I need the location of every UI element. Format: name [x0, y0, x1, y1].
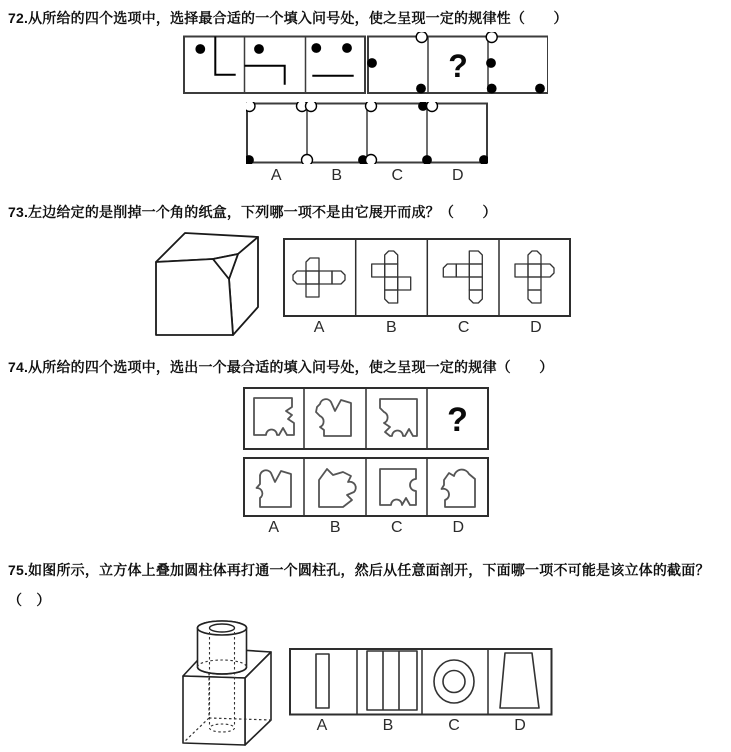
option-letter-d: D	[451, 167, 464, 184]
q73-options-figure	[283, 238, 572, 318]
option-letter-c: C	[391, 167, 404, 184]
net-square-face	[319, 271, 332, 284]
net-square-face	[469, 290, 482, 303]
black-dot	[535, 84, 545, 94]
cross-section-trapezoid	[500, 653, 539, 708]
question-75-text: 75.如图所示，立方体上叠加圆柱体再打通一个圆柱孔，然后从任意面剖开，下面哪一项不可能是该立体的截面？	[8, 562, 710, 578]
net-square-face	[385, 251, 398, 264]
option-letter-d: D	[530, 319, 542, 336]
q72-sequence-figure	[183, 32, 548, 96]
white-circle	[427, 102, 438, 112]
net-square-face	[469, 251, 482, 264]
cube-front-face	[183, 676, 245, 745]
question-74-text: 74.从所给的四个选项中，选出一个最合适的填入问号处，使之呈现一定的规律（ ）	[8, 359, 554, 375]
option-letter-c: C	[457, 319, 470, 336]
white-circle	[486, 32, 497, 43]
question-75-parens: （ ）	[8, 592, 51, 608]
option-letter-d: D	[514, 717, 526, 734]
black-dot	[311, 43, 321, 53]
q75-cube-cylinder-solid	[180, 612, 280, 748]
option-letter-b: B	[386, 319, 397, 336]
q73-net-option-b	[372, 251, 411, 303]
net-square-face	[528, 264, 541, 277]
question-73-text: 73.左边给定的是削掉一个角的纸盒，下列哪一项不是由它展开而成？（ ）	[8, 204, 497, 220]
white-circle	[366, 155, 377, 165]
question-mark-cell: ?	[448, 48, 468, 84]
net-square-face	[306, 258, 319, 271]
q72-sequence-dots	[195, 32, 545, 93]
puzzle-piece-option-a	[257, 470, 292, 507]
black-dot	[487, 84, 497, 94]
net-square-face	[469, 264, 482, 277]
option-letter-c: C	[390, 519, 403, 536]
cylinder-top-rim	[198, 621, 247, 635]
annulus-inner-circle	[443, 671, 465, 693]
q74-option-letters	[243, 518, 489, 538]
white-circle	[306, 102, 317, 112]
question-72-text: 72.从所给的四个选项中，选择最合适的一个填入问号处，使之呈现一定的规律性（ ）	[8, 10, 568, 26]
q73-net-option-a	[293, 258, 345, 297]
net-square-face	[385, 290, 398, 303]
question-mark-cell: ?	[447, 401, 468, 439]
puzzle-piece-2	[316, 399, 351, 436]
puzzle-piece-option-c	[380, 469, 416, 505]
net-square-face	[372, 264, 385, 277]
q73-cube-with-cut-corner	[150, 228, 265, 343]
striped-square-outline	[367, 651, 417, 710]
net-square-face	[293, 271, 306, 284]
q74-options-figure	[243, 457, 489, 518]
black-dot	[479, 155, 488, 164]
puzzle-piece-1	[254, 398, 294, 435]
net-square-face	[306, 284, 319, 297]
black-dot	[254, 44, 264, 54]
option-letter-c: C	[448, 717, 460, 734]
net-square-face	[306, 271, 319, 284]
net-square-face	[541, 264, 554, 277]
cross-section-thin-rectangle	[316, 654, 329, 708]
line-segment	[245, 66, 285, 85]
line-segment	[215, 37, 235, 75]
white-circle	[366, 102, 377, 112]
net-square-face	[332, 271, 345, 284]
q73-net-option-d	[515, 251, 554, 303]
black-dot	[367, 58, 377, 68]
puzzle-piece-option-b	[319, 469, 356, 507]
cross-section-striped-square	[367, 651, 417, 710]
net-square-face	[398, 277, 411, 290]
option-letter-a: A	[268, 519, 280, 536]
black-dot	[246, 155, 254, 164]
cross-section-annulus	[434, 660, 474, 703]
white-circle	[416, 32, 427, 43]
black-dot	[195, 44, 205, 54]
option-letter-a: A	[270, 167, 282, 184]
black-dot	[342, 43, 352, 53]
q73-net-option-c	[443, 251, 482, 303]
white-circle	[246, 102, 255, 112]
black-dot	[416, 84, 426, 94]
option-letter-b: B	[331, 167, 343, 184]
net-square-face	[528, 290, 541, 303]
black-dot	[486, 58, 496, 68]
net-square-face	[385, 264, 398, 277]
white-circle	[302, 155, 313, 165]
net-square-face	[469, 277, 482, 290]
net-square-face	[515, 264, 528, 277]
puzzle-piece-3	[380, 399, 417, 436]
puzzle-piece-option-d	[442, 470, 476, 507]
option-letter-a: A	[316, 717, 328, 734]
net-square-face	[456, 264, 469, 277]
net-square-face	[528, 251, 541, 264]
q72-option-letters	[246, 166, 488, 186]
option-letter-a: A	[313, 319, 325, 336]
q74-sequence-figure	[243, 387, 489, 451]
q75-options-figure	[289, 648, 553, 716]
net-square-face	[443, 264, 456, 277]
black-dot	[422, 155, 432, 164]
q75-option-letters	[289, 716, 553, 736]
net-square-face	[528, 277, 541, 290]
option-letter-b: B	[382, 717, 394, 734]
annulus-outer-circle	[434, 660, 474, 703]
q73-option-letters	[283, 318, 572, 338]
q72-options-figure	[246, 102, 488, 164]
option-letter-b: B	[329, 519, 341, 536]
net-square-face	[385, 277, 398, 290]
option-letter-d: D	[452, 519, 465, 536]
